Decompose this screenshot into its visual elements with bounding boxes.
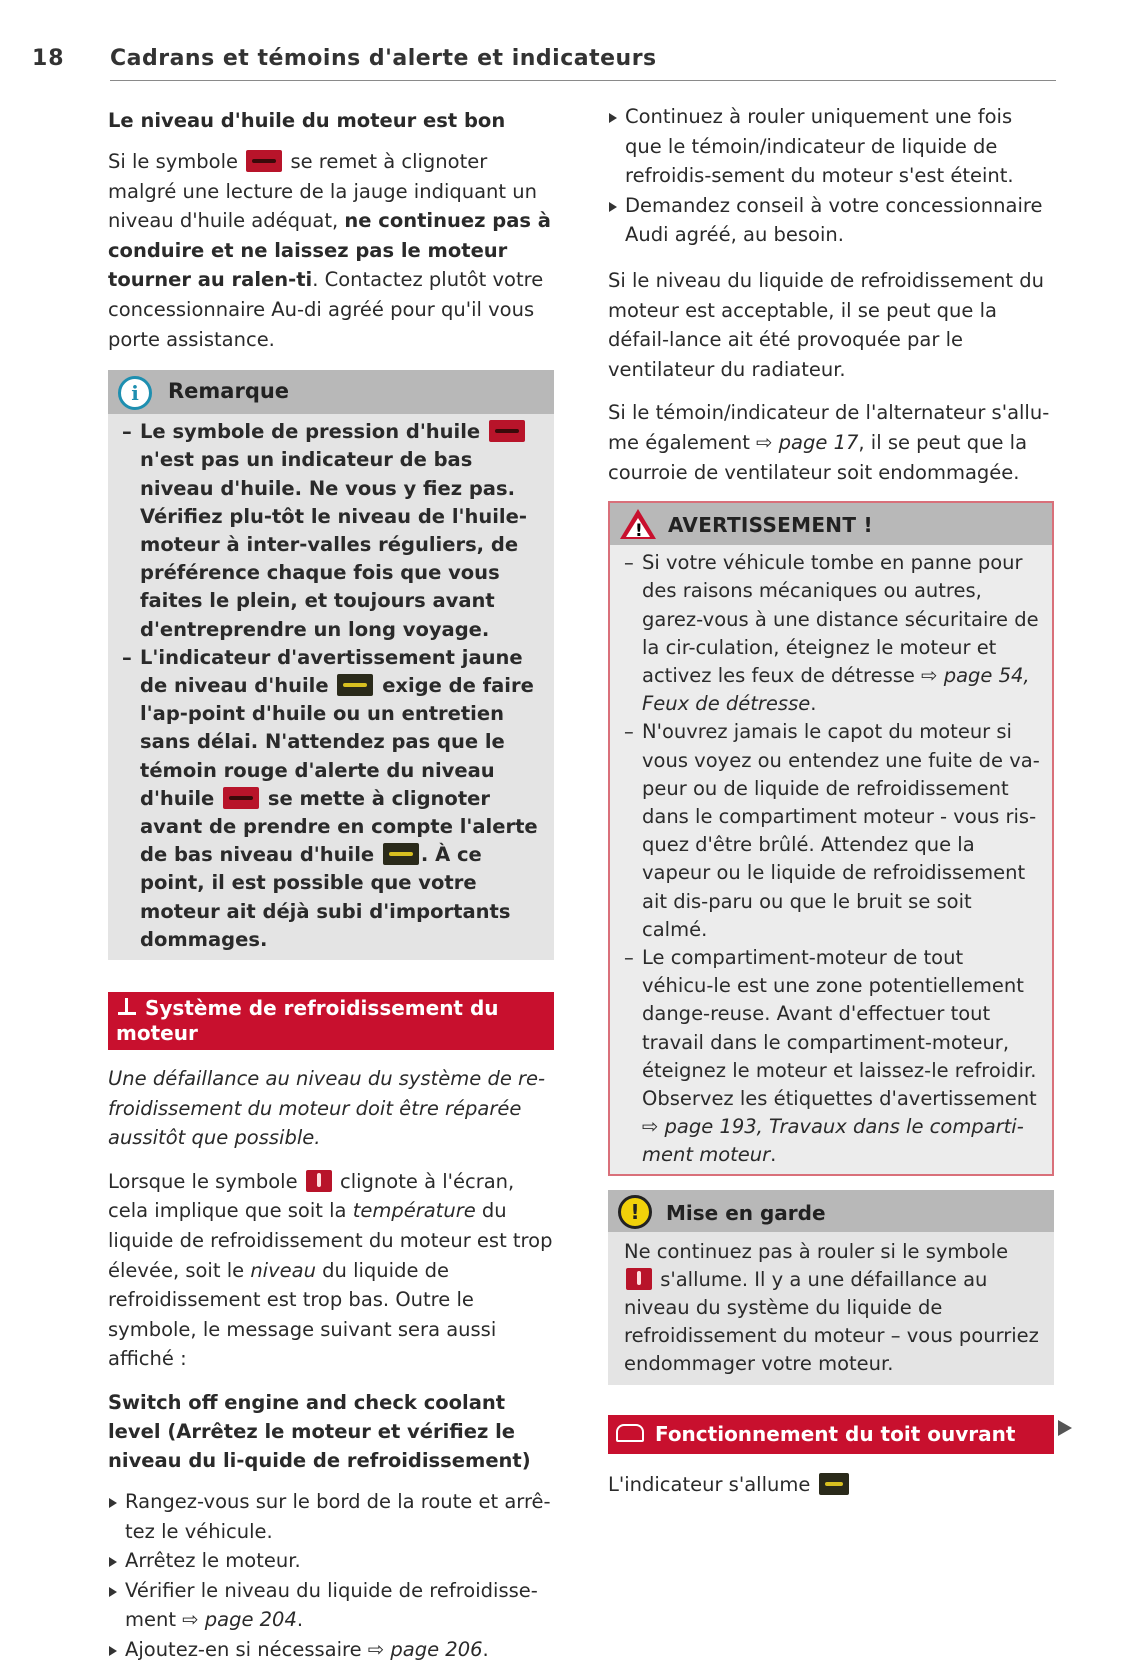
text: Vérifier le niveau du liquide de refroidisse-ment ⇨ [125, 1578, 538, 1632]
coolant-icon [116, 997, 138, 1017]
page-reference-link[interactable]: page 204 [204, 1608, 297, 1632]
text: niveau [250, 1258, 316, 1282]
coolant-icon [306, 1170, 332, 1192]
text: Ne continuez pas à rouler si le symbole [624, 1239, 1009, 1263]
caution-title: Mise en garde [666, 1200, 826, 1225]
page-reference-link[interactable]: page 17 [778, 430, 859, 454]
sunroof-indicator-icon [819, 1473, 849, 1495]
caution-body [608, 1232, 1054, 1385]
action-step: Demandez conseil à votre concessionnaire Audi agréé, au besoin. [608, 191, 1054, 250]
oil-pressure-icon [223, 787, 259, 809]
caution-icon: ! [618, 1195, 652, 1229]
cooling-paragraph [108, 1167, 554, 1374]
info-icon: i [118, 376, 152, 410]
warning-item [610, 549, 1040, 718]
display-message-heading: Switch off engine and check coolant level (Arrêtez le moteur et vérifiez le niveau du li-quide de refroidissement) [108, 1390, 531, 1472]
chapter-title: Cadrans et témoins d'alerte et indicateurs [110, 46, 657, 71]
action-step: Rangez-vous sur le bord de la route et arrê-tez le véhicule. [108, 1487, 554, 1546]
text: Si le symbole [108, 150, 239, 173]
text: clignote à l'écran, cela implique que soit la [108, 1169, 515, 1223]
text: Lorsque le symbole [108, 1169, 298, 1193]
text: . Contactez plutôt votre concessionnaire Au-di agréé pour qu'il vous porte assistance. [108, 268, 544, 351]
warning-box [608, 501, 1054, 1175]
coolant-icon [626, 1268, 652, 1290]
sunroof-icon [616, 1424, 644, 1442]
text: Le symbole de pression d'huile [140, 420, 481, 444]
text: Ajoutez-en si nécessaire ⇨ [125, 1637, 385, 1661]
text: exige de faire l'ap-point d'huile ou un entretien sans délai. N'attendez pas que le témoin rouge d'alerte du niveau d'huile [140, 673, 534, 810]
sunroof-section-heading [608, 1415, 1054, 1455]
cooling-intro: Une défaillance au niveau du système de re-froidissement du moteur doit être réparée aussitôt que possible. [108, 1067, 546, 1150]
text: . [810, 692, 817, 716]
action-step: Continuez à rouler uniquement une fois que le témoin/indicateur de liquide de refroidis-sement du moteur s'est éteint. [608, 102, 1054, 191]
left-column [108, 106, 554, 1665]
warning-body [610, 545, 1052, 1173]
warning-title: AVERTISSEMENT ! [668, 513, 873, 538]
header-rule [110, 80, 1056, 81]
text: ne continuez pas à conduire et ne laissez pas le moteur tourner au ralen-ti [108, 209, 551, 292]
note-body [108, 414, 554, 960]
next-page-arrow-icon[interactable] [1058, 1420, 1072, 1436]
action-step [108, 1635, 554, 1665]
note-box [108, 370, 554, 960]
page-number: 18 [32, 46, 65, 71]
note-item [108, 418, 538, 644]
action-step: Arrêtez le moteur. [108, 1546, 554, 1576]
page-reference-link[interactable]: page 206 [390, 1637, 483, 1661]
oil-level-icon [383, 843, 419, 865]
page-reference-link[interactable]: ⇨ page 193, Travaux dans le comparti-ment moteur [642, 1115, 1024, 1167]
caution-header [608, 1190, 1054, 1232]
text: se remet à clignoter malgré une lecture de la jauge indiquant un niveau d'huile adéquat, [108, 150, 537, 233]
text: . À ce point, il est possible que votre moteur ait déjà subi d'importants dommages. [140, 843, 511, 951]
oil-level-icon [337, 674, 373, 696]
text: Le compartiment-moteur de tout véhicu-le est une zone potentiellement dange-reuse. Avant d'effectuer tout travail dans le compartiment-moteur, éteignez le moteur et laissez-le refroidir. Observez les étiquettes d'avertissement [642, 945, 1037, 1110]
action-step [108, 1576, 554, 1635]
text: Si votre véhicule tombe en panne pour des raisons mécaniques ou autres, garez-vous à une distance sécuritaire de la cir-culation, éteignez le moteur et activez les feux de détresse ⇨ [642, 551, 1039, 687]
text: n'est pas un indicateur de bas niveau d'huile. Ne vous y fiez pas. Vérifiez plu-tôt le niveau de l'huile-moteur à inter-valles réguliers, de préférence chaque fois que vous faites le plein, et toujours avant d'entreprendre un long voyage. [140, 448, 527, 641]
oil-ok-paragraph [108, 147, 554, 354]
text: Fonctionnement du toit ouvrant [654, 1421, 1016, 1446]
note-item [108, 644, 538, 954]
page-reference-link[interactable]: page 54, Feux de détresse [642, 663, 1030, 716]
alternator-paragraph [608, 398, 1054, 487]
text: du liquide de refroidissement est trop bas. Outre le symbole, le message suivant sera aussi affiché : [108, 1258, 497, 1371]
text: . [770, 1143, 777, 1167]
text: Si le témoin/indicateur de l'alternateur s'allu-me également ⇨ [608, 401, 1050, 454]
oil-pressure-icon [489, 420, 525, 442]
text: du liquide de refroidissement du moteur est trop élevée, soit le [108, 1199, 553, 1282]
text: . [296, 1608, 304, 1632]
oil-pressure-icon [246, 150, 282, 172]
caution-box [608, 1190, 1054, 1385]
text: Système de refroidissement du moteur [116, 996, 499, 1046]
text: température [352, 1199, 476, 1223]
text: . [482, 1637, 489, 1661]
sunroof-paragraph [608, 1470, 1054, 1500]
text: s'allume. Il y a une défaillance au niveau du système du liquide de refroidissement du moteur – vous pourriez endommager votre moteur. [624, 1267, 1039, 1376]
note-header [108, 370, 554, 414]
note-title: Remarque [168, 379, 290, 404]
warning-header [610, 503, 1052, 545]
fan-paragraph: Si le niveau du liquide de refroidissement du moteur est acceptable, il se peut que la défail-lance ait été provoquée par le ventilateur du radiateur. [608, 268, 1044, 381]
oil-ok-heading: Le niveau d'huile du moteur est bon [108, 109, 506, 132]
text: se mette à clignoter avant de prendre en compte l'alerte de bas niveau d'huile [140, 786, 538, 867]
text: , il se peut que la courroie de ventilateur soit endommagée. [608, 430, 1028, 484]
cooling-section-heading [108, 992, 554, 1050]
text: L'indicateur d'avertissement jaune de niveau d'huile [140, 645, 523, 697]
exclamation-mark-icon: ! [635, 521, 643, 542]
text: L'indicateur s'allume [608, 1473, 811, 1497]
warning-item [610, 944, 1040, 1170]
right-column [608, 102, 1054, 1514]
warning-item: – N'ouvrez jamais le capot du moteur si vous voyez ou entendez une fuite de va-peur ou de liquide de refroidissement dans le compartiment moteur - vous ris-quez d'être brûlé. Attendez que la vapeur ou le liquide de refroidissement ait dis-paru ou que le bruit se soit calmé. [610, 718, 1040, 944]
